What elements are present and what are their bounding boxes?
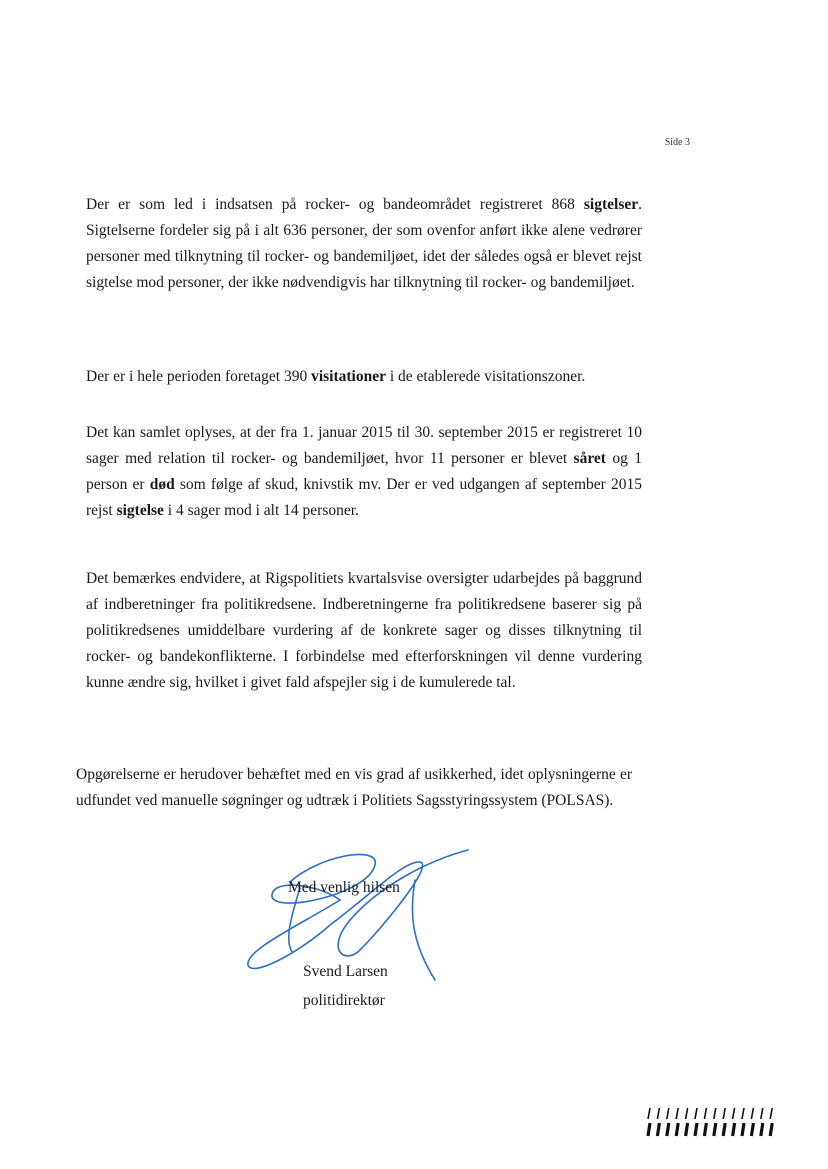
barcode-bar [657, 1108, 659, 1119]
barcode-bar [714, 1123, 716, 1136]
text-run: og 1 person er [86, 450, 642, 493]
barcode-bar [751, 1108, 753, 1119]
text-run: Det kan samlet oplyses, at der fra 1. januar 2015 til 30. september 2015 er registreret 10 sager med relation til rocker- og bandemiljøet, hvor 11 personer er blevet [86, 424, 642, 467]
barcode-bar [648, 1108, 650, 1119]
barcode-bar [723, 1123, 725, 1136]
barcode-marks [644, 1106, 780, 1138]
bold-term: visitationer [311, 368, 386, 385]
bold-term: død [149, 476, 175, 493]
bold-term: sigtelser [583, 196, 639, 213]
barcode-bar [695, 1108, 697, 1119]
barcode-bar [751, 1123, 753, 1136]
barcode-bar [686, 1123, 688, 1136]
barcode-bar [761, 1108, 763, 1119]
barcode-bar [704, 1108, 706, 1119]
barcode-bar [770, 1108, 772, 1119]
barcode-bar [742, 1123, 744, 1136]
text-run: som følge af skud, knivstik mv. Der er ved udgangen af september 2015 rejst [86, 476, 642, 519]
barcode-bar [657, 1123, 659, 1136]
closing-greeting: Med venlig hilsen [288, 879, 400, 896]
signer-name: Svend Larsen [303, 963, 388, 980]
barcode-bar [704, 1123, 706, 1136]
text-run: i de etablerede visitationszoner. [385, 368, 586, 385]
page-number: Side 3 [664, 137, 690, 148]
barcode-bar [648, 1123, 650, 1136]
paragraph-sager [86, 420, 642, 524]
text-run: Der er som led i indsatsen på rocker- og bandeområdet registreret 868 [86, 196, 584, 213]
text-run: Der er i hele perioden foretaget 390 [86, 368, 312, 385]
barcode-bar [714, 1108, 716, 1119]
barcode-bar [733, 1123, 735, 1136]
bold-term: sigtelse [116, 502, 164, 519]
barcode-bar [676, 1108, 678, 1119]
text-run: i 4 sager mod i alt 14 personer. [163, 502, 359, 519]
barcode-bar [733, 1108, 735, 1119]
barcode-bar [667, 1108, 669, 1119]
barcode-bar [686, 1108, 688, 1119]
barcode-bar [723, 1108, 725, 1119]
barcode-bar [742, 1108, 744, 1119]
paragraph-visitationer [86, 364, 642, 390]
paragraph-sigtelser [86, 192, 642, 296]
barcode-bar [676, 1123, 678, 1136]
barcode-bar [761, 1123, 763, 1136]
paragraph-kvartalsvise: Det bemærkes endvidere, at Rigspolitiets kvartalsvise oversigter udarbejdes på baggrund af indberetninger fra politikredsene. Indberetningerne fra politikredsene baserer sig på politikredsenes umiddelbare vurdering af de konkrete sager og disses tilknytning til rocker- og bandekonflikterne. I forbindelse med efterforskningen vil denne vurdering kunne ændre sig, hvilket i givet fald afspejler sig i de kumulerede tal. [86, 570, 642, 691]
barcode-bar [695, 1123, 697, 1136]
bold-term: såret [573, 450, 606, 467]
barcode-bar [770, 1123, 772, 1136]
barcode-bar [667, 1123, 669, 1136]
text-run: . Sigtelserne fordeler sig på i alt 636 personer, der som ovenfor anført ikke alene vedrører personer med tilknytning til rocker- og bandemiljøet, idet der således også er blevet rejst sigtelse mod personer, der ikke nødvendigvis har tilknytning til rocker- og bandemiljøet. [86, 196, 642, 291]
paragraph-opgoerelser: Opgørelserne er herudover behæftet med en vis grad af usikkerhed, idet oplysningerne er udfundet ved manuelle søgninger og udtræk i Politiets Sagsstyringssystem (POLSAS). [76, 766, 632, 809]
signer-title: politidirektør [303, 992, 385, 1009]
